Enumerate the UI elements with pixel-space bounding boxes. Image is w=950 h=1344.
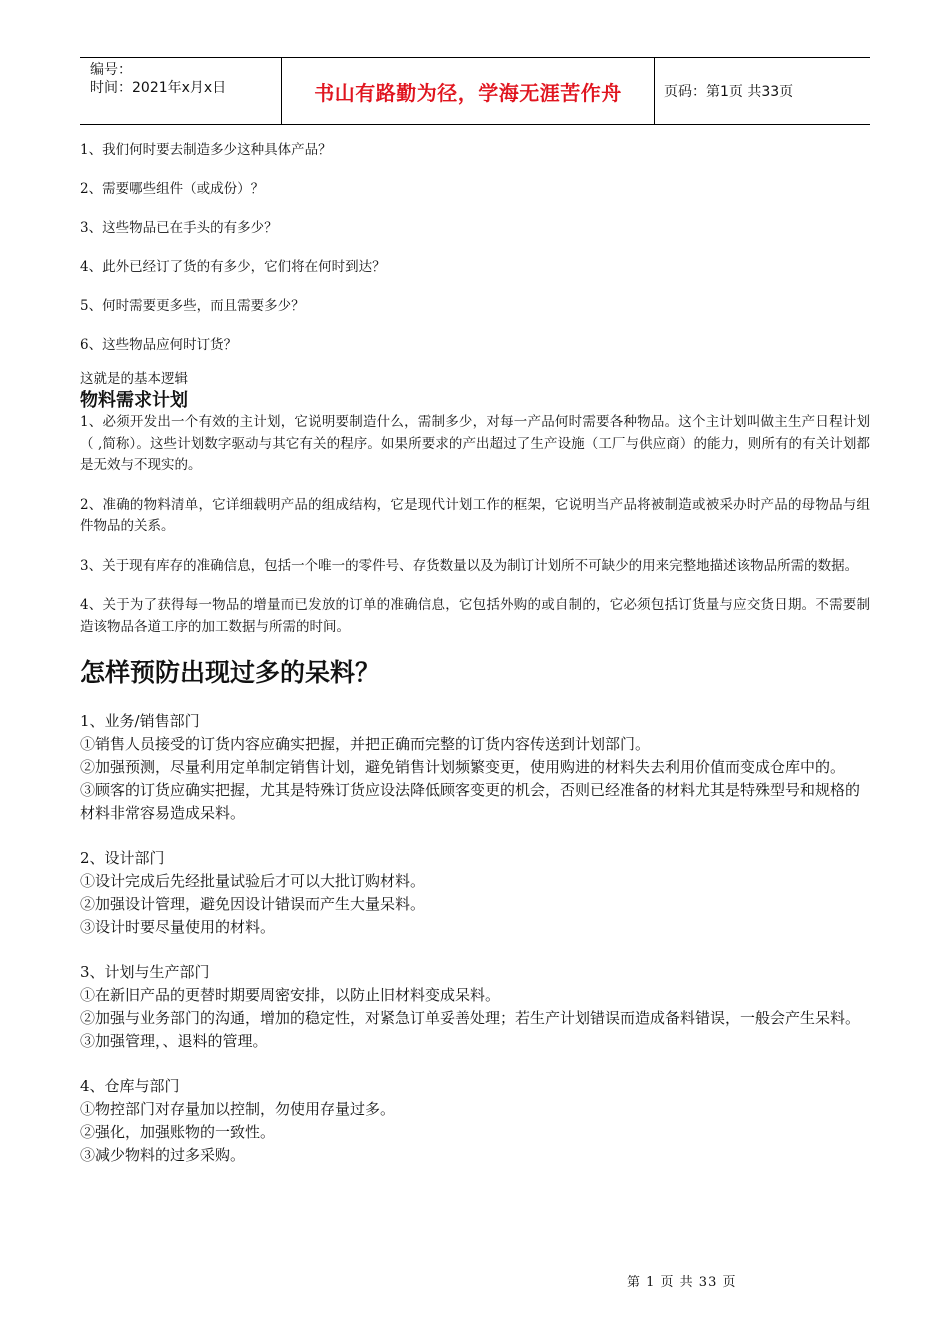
page-footer: 第 1 页 共 33 页: [627, 1275, 737, 1290]
section-title: 2、设计部门: [80, 849, 165, 867]
header-page-info: 页码：第1页 共33页: [664, 84, 794, 100]
mrp-paragraph: 4、关于为了获得每一物品的增量而已发放的订单的准确信息，它包括外购的或自制的，它必须包括订货量与应交货日期。不需要制造该物品各道工序的加工数据与所需的时间。: [80, 597, 870, 635]
question-item: 5、何时需要更多些，而且需要多少？: [80, 298, 305, 314]
section-title: 4、仓库与部门: [80, 1077, 180, 1095]
section-sales: [80, 710, 870, 825]
section-item: ①物控部门对存量加以控制，勿使用存量过多。: [80, 1100, 396, 1118]
section-title: 1、业务/销售部门: [80, 712, 200, 730]
page-header: [80, 57, 870, 125]
prevent-dead-stock-heading: 怎样预防出现过多的呆料？: [80, 658, 381, 687]
question-item: 1、我们何时要去制造多少这种具体产品？: [80, 142, 332, 158]
section-item: ③设计时要尽量使用的材料。: [80, 918, 276, 936]
section-item: ③顾客的订货应确实把握，尤其是特殊订货应设法降低顾客变更的机会，否则已经准备的材料尤其是特殊型号和规格的材料非常容易造成呆料。: [80, 781, 861, 822]
question-item: 3、这些物品已在手头的有多少？: [80, 220, 278, 236]
mrp-paragraph: 1、必须开发出一个有效的主计划，它说明要制造什么，需制多少，对每一产品何时需要各种物品。这个主计划叫做主生产日程计划（ ,简称）。这些计划数字驱动与其它有关的程序。如果所要求的产出超过了生产设施（工厂与供应商）的能力，则所有的有关计划都是无效与不现实的。: [80, 414, 870, 473]
mrp-paragraph: 3、关于现有库存的准确信息，包括一个唯一的零件号、存货数量以及为制订计划所不可缺少的用来完整地描述该物品所需的数据。: [80, 557, 859, 574]
section-item: ②加强设计管理，避免因设计错误而产生大量呆料。: [80, 895, 426, 913]
mrp-paragraphs: [80, 412, 870, 638]
basic-logic-note: 这就是的基本逻辑: [80, 371, 188, 387]
question-item: 2、需要哪些组件（或成份）？: [80, 181, 265, 197]
header-motto: 书山有路勤为径，学海无涯苦作舟: [282, 58, 655, 124]
question-list: [80, 140, 870, 355]
document-number-label: 编号：: [90, 62, 132, 78]
section-design: [80, 847, 870, 939]
section-item: ③减少物料的过多采购。: [80, 1146, 246, 1164]
mrp-paragraph: 2、准确的物料清单，它详细载明产品的组成结构，它是现代计划工作的框架，它说明当产品将被制造或被采办时产品的母物品与组件物品的关系。: [80, 496, 870, 534]
section-item: ②加强与业务部门的沟通，增加的稳定性，对紧急订单妥善处理；若生产计划错误而造成备料错误，一般会产生呆料。: [80, 1009, 861, 1027]
section-item: ②加强预测，尽量利用定单制定销售计划，避免销售计划频繁变更，使用购进的材料失去利用价值而变成仓库中的。: [80, 758, 846, 776]
section-planning: [80, 961, 870, 1053]
section-item: ③加强管理，、退料的管理。: [80, 1032, 268, 1050]
section-warehouse: [80, 1075, 870, 1167]
section-item: ①在新旧产品的更替时期要周密安排，以防止旧材料变成呆料。: [80, 986, 501, 1004]
question-item: 6、这些物品应何时订货？: [80, 337, 238, 353]
section-title: 3、计划与生产部门: [80, 963, 210, 981]
header-meta: [80, 58, 282, 124]
document-time-label: 时间：2021年x月x日: [90, 80, 227, 96]
mrp-heading: 物料需求计划: [80, 390, 188, 411]
section-item: ②强化，加强账物的一致性。: [80, 1123, 276, 1141]
section-item: ①设计完成后先经批量试验后才可以大批订购材料。: [80, 872, 426, 890]
document-body: [80, 140, 870, 1189]
section-item: ①销售人员接受的订货内容应确实把握，并把正确而完整的订货内容传送到计划部门。: [80, 735, 651, 753]
question-item: 4、此外已经订了货的有多少，它们将在何时到达？: [80, 259, 386, 275]
